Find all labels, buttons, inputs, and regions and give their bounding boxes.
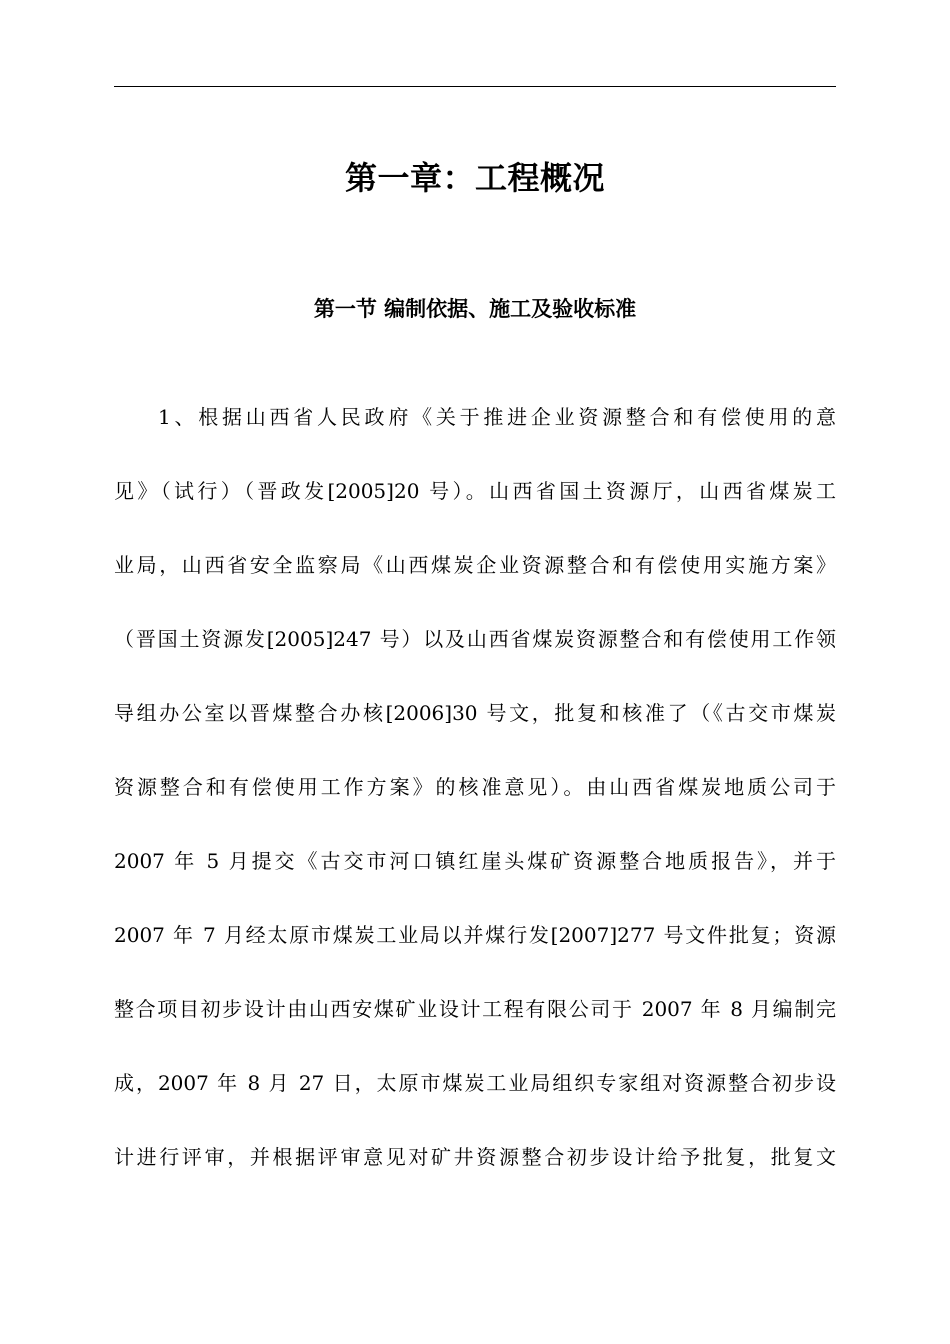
paragraph-line: 导组办公室以晋煤整合办核[2006]30 号文，批复和核准了（《古交市煤炭: [114, 701, 836, 725]
paragraph-line: 整合项目初步设计由山西安煤矿业设计工程有限公司于 2007 年 8 月编制完: [114, 997, 836, 1021]
paragraph-line: 1、根据山西省人民政府《关于推进企业资源整合和有偿使用的意: [158, 405, 836, 429]
paragraph-line: （晋国土资源发[2005]247 号）以及山西省煤炭资源整合和有偿使用工作领: [114, 627, 836, 651]
paragraph-line: 2007 年 5 月提交《古交市河口镇红崖头煤矿资源整合地质报告》，并于: [114, 849, 836, 873]
paragraph-line: 2007 年 7 月经太原市煤炭工业局以并煤行发[2007]277 号文件批复；资源: [114, 923, 836, 947]
body-paragraph: [114, 380, 836, 1194]
paragraph-line: 计进行评审，并根据评审意见对矿井资源整合初步设计给予批复，批复文: [114, 1145, 836, 1169]
paragraph-line: 业局，山西省安全监察局《山西煤炭企业资源整合和有偿使用实施方案》: [114, 553, 836, 577]
chapter-title: 第一章：工程概况: [344, 159, 605, 197]
paragraph-line: 成，2007 年 8 月 27 日，太原市煤炭工业局组织专家组对资源整合初步设: [114, 1071, 836, 1095]
section-title: 第一节 编制依据、施工及验收标准: [313, 297, 637, 321]
paragraph-line: 资源整合和有偿使用工作方案》的核准意见）。由山西省煤炭地质公司于: [114, 775, 836, 799]
header-rule: [114, 86, 836, 87]
paragraph-line: 见》（试行）（晋政发[2005]20 号）。山西省国土资源厅，山西省煤炭工: [114, 479, 836, 503]
